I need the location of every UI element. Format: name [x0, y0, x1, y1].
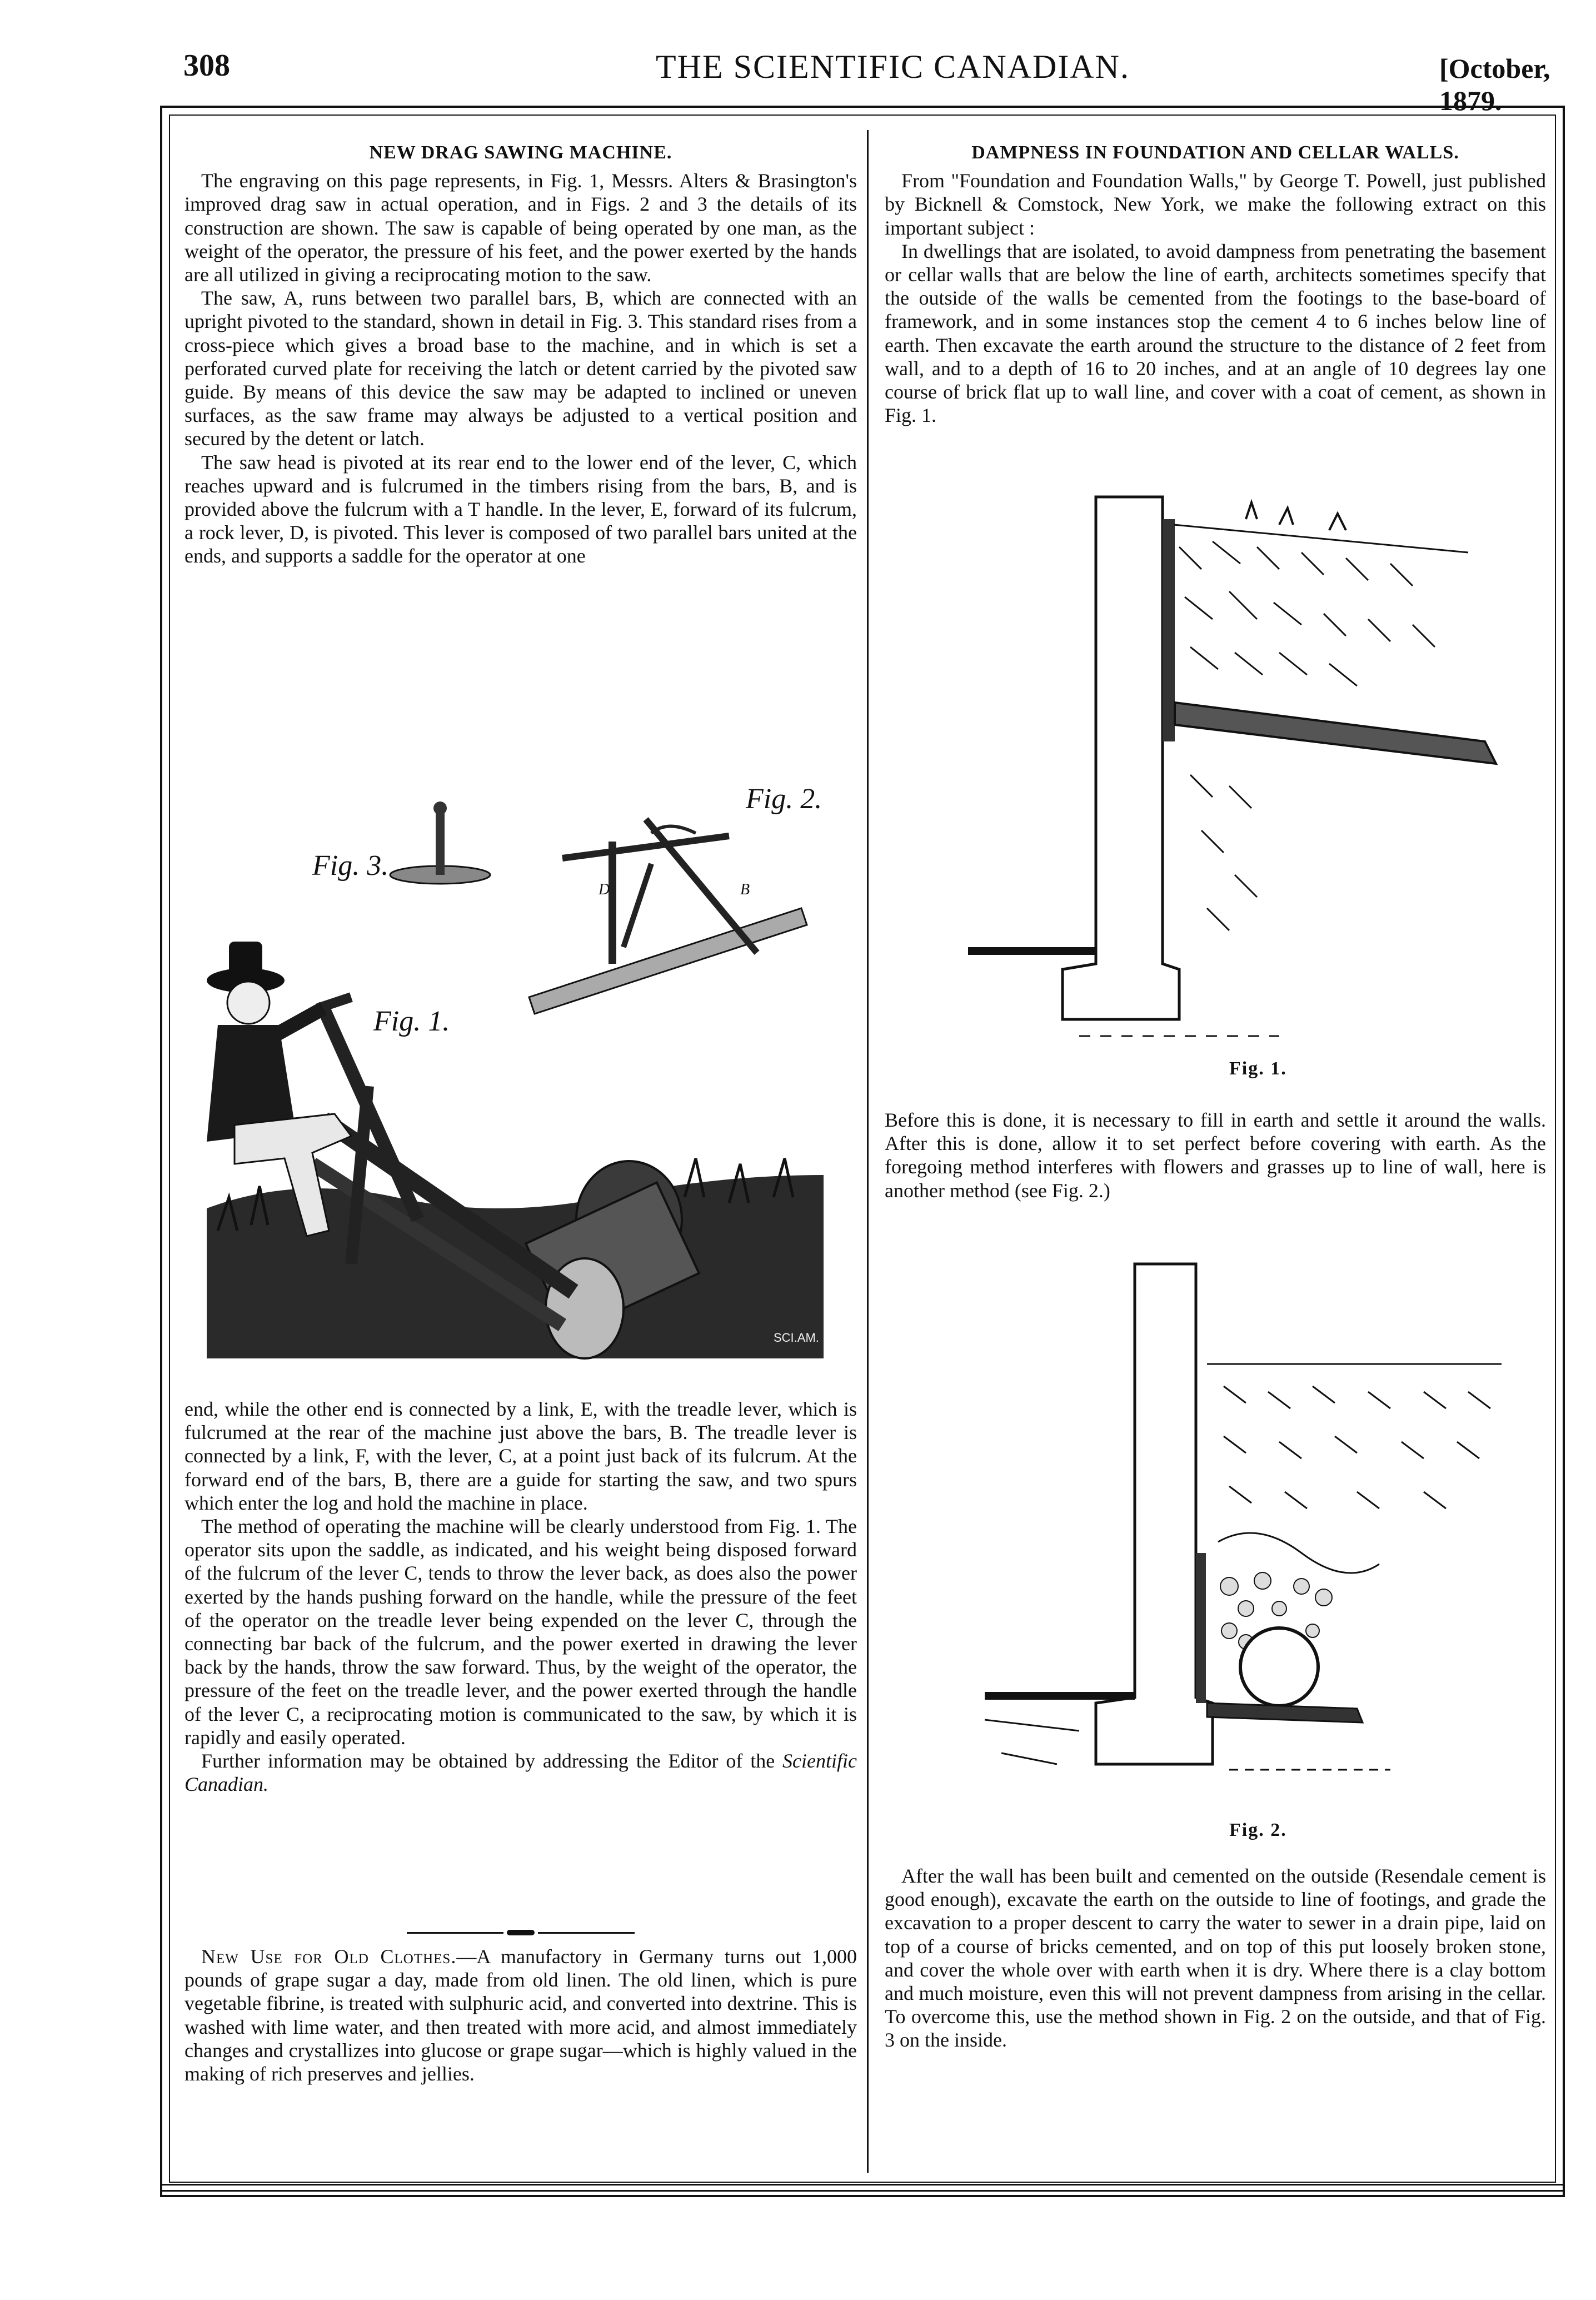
old-clothes-paragraph — [184, 1945, 857, 2085]
running-head — [167, 44, 1596, 116]
section-ornament-rule — [407, 1928, 635, 1937]
sawing-machine-illustration — [184, 775, 857, 1386]
foundation-fig1-diagram — [968, 486, 1524, 1047]
page-frame — [160, 106, 1565, 2197]
column-divider — [867, 130, 869, 2173]
right-paragraph: In dwellings that are isolated, to avoid dampness from penetrating the basement or cellar walls that are below the line of earth, architects sometimes specify that the outside of the walls be cemented from the footings to the base-board of framework, and in some instances stop the cement 4 to 6 inches below line of earth. Then excavate the earth around the structure to the distance of 2 feet from wall, and to a depth of 16 to 20 inches, and at an angle of 10 degrees lay one course of brick flat up to wall line, and cover with a coat of cement, as shown in Fig. 1. — [885, 240, 1546, 427]
page-number: 308 — [183, 48, 230, 83]
left-article-title: NEW DRAG SAWING MACHINE. — [369, 142, 672, 163]
left-paragraph: The saw, A, runs between two parallel bars, B, which are connected with an upright pivoted to the standard, shown in detail in Fig. 3. This standard rises from a cross-piece which gives a broad base to the machine, and in which is set a perforated curved plate for receiving the latch or detent carried by the pivoted saw guide. By means of this device the saw may be adapted to inclined or uneven surfaces, as the saw frame may always be adjusted to a vertical position and secured by the detent or latch. — [184, 287, 857, 450]
fig2-inset — [529, 819, 807, 1014]
frame-bottom-double-rule — [162, 2184, 1563, 2192]
fig1-label: Fig. 1. — [373, 1005, 450, 1037]
right-article-middle — [885, 1108, 1546, 1202]
fig2-label: Fig. 2. — [746, 783, 822, 815]
further-info-text: Further information may be obtained by addressing the Editor of the — [201, 1750, 783, 1773]
fig2-caption: Fig. 2. — [1229, 1820, 1287, 1840]
right-article-top — [885, 141, 1546, 427]
old-clothes-body: —A manufactory in Germany turns out 1,000 pounds of grape sugar a day, made from old linen. The old linen, which is pure vegetable fibrine, is treated with sulphuric acid, and converted into dextrine. This is washed with lime water, and then treated with more acid, and almost immediately changes and crystallizes into glucose or grape sugar—which is highly valued in the making of rich preserves and jellies. — [184, 1945, 857, 2085]
old-clothes-lead: New Use for Old Clothes. — [201, 1945, 457, 1968]
foundation-fig1-drawing — [968, 486, 1524, 1047]
right-paragraph: After the wall has been built and cemented on the outside (Resendale cement is good enough), excavate the earth on the outside to line of footings, and grade the excavation to a proper descent to carry the water to sewer in a drain pipe, laid on top of a course of bricks cemented, and on top of this put loosely broken stone, and cover the whole over with earth when it is dry. Where there is a clay bottom and much moisture, even this will not prevent dampness from arising in the cellar. To overcome this, use the method shown in Fig. 2 on the outside, and that of Fig. 3 on the inside. — [885, 1865, 1546, 2052]
left-article-bottom — [184, 1397, 857, 1796]
right-paragraph: Before this is done, it is necessary to fill in earth and settle it around the walls. After this is done, allow it to set perfect before covering with earth. As the foregoing method interferes with flowers and grasses up to line of wall, here is another method (see Fig. 2.) — [885, 1109, 1546, 1202]
right-article-bottom — [885, 1864, 1546, 2052]
issue-date: [October, 1879. — [1439, 53, 1550, 116]
right-paragraph: From "Foundation and Foundation Walls," by George T. Powell, just published by Bicknell & Comstock, New York, we make the following extract on this important subject : — [885, 170, 1546, 239]
engraver-mark: SCI.AM. — [774, 1331, 819, 1345]
journal-title: THE SCIENTIFIC CANADIAN. — [656, 48, 1130, 85]
left-paragraph: end, while the other end is connected by a link, E, with the treadle lever, which is fulcrumed at the rear of the machine just above the bars, B. The treadle lever is connected by a link, F, with the lever, C, at a point just back of its fulcrum. At the forward end of the bars, B, there are a guide for starting the saw, and two spurs which enter the log and hold the machine in place. — [184, 1398, 857, 1514]
foundation-fig2-drawing — [968, 1253, 1524, 1809]
fig3-label: Fig. 3. — [312, 850, 389, 882]
journal-name-italic: Scientific Canadian. — [184, 1750, 857, 1796]
part-letter-d: D — [598, 881, 610, 898]
left-article-top — [184, 141, 857, 568]
sawing-machine-engraving — [184, 775, 857, 1386]
further-info-paragraph — [184, 1749, 857, 1796]
right-article-title: DAMPNESS IN FOUNDATION AND CELLAR WALLS. — [971, 142, 1459, 163]
foundation-fig2-diagram — [968, 1253, 1524, 1809]
left-paragraph: The saw head is pivoted at its rear end to the lower end of the lever, C, which reaches upward and is fulcrumed in the timbers rising from the bars, B, and is provided above the fulcrum with a T handle. In the lever, E, forward of its fulcrum, a rock lever, D, is pivoted. This lever is composed of two parallel bars united at the ends, and supports a saddle for the operator at one — [184, 451, 857, 567]
left-paragraph: The method of operating the machine will be clearly understood from Fig. 1. The operator sits upon the saddle, as indicated, and his weight being disposed forward of the fulcrum of the lever C, tends to throw the lever back, as does also the power exerted by the hands pushing forward on the handle, while the pressure of the feet of the operator on the treadle lever being expended on the lever C, through the connecting bar back of the fulcrum, and the power exerted in drawing the lever back by the hands, throw the saw forward. Thus, by the weight of the operator, the pressure of the feet on the treadle lever, and the power exerted through the handle of the lever C, a reciprocating motion is communicated to the saw, by which it is rapidly and easily operated. — [184, 1515, 857, 1749]
left-paragraph: The engraving on this page represents, in Fig. 1, Messrs. Alters & Brasington's improved drag saw in actual operation, and in Figs. 2 and 3 the details of its construction are shown. The saw is capable of being operated by one man, as the weight of the operator, the pressure of his feet, and the power exerted by the hands are all utilized in giving a reciprocating motion to the saw. — [184, 170, 857, 286]
fig3-inset — [390, 801, 490, 884]
fig1-caption: Fig. 1. — [1229, 1058, 1287, 1079]
part-letter-b: B — [740, 881, 750, 898]
old-clothes-item — [184, 1945, 857, 2085]
drain-pipe — [1240, 1628, 1318, 1706]
